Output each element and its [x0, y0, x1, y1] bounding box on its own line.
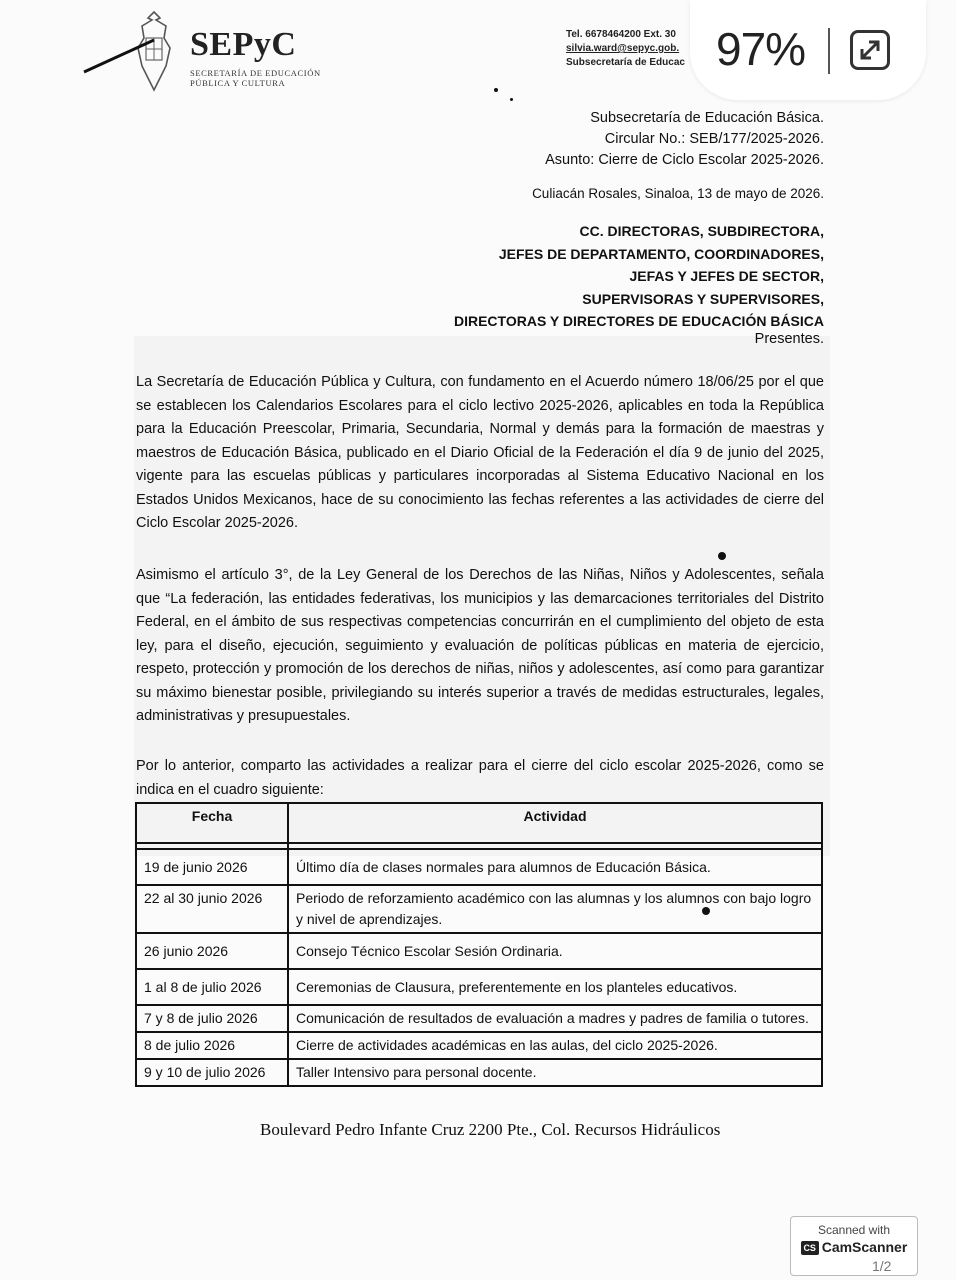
pen-mark: [80, 36, 160, 76]
addressee-line: DIRECTORAS Y DIRECTORES DE EDUCACIÓN BÁSICA: [453, 313, 824, 329]
body-paragraph-3: Por lo anterior, comparto las actividades a realizar para el cierre del ciclo escolar 2025-2026, como se indica en el cuadro siguiente:: [136, 758, 824, 798]
row-activity: Cierre de actividades académicas en las aulas, del ciclo 2025-2026.: [288, 1032, 822, 1059]
row-date: 8 de julio 2026: [136, 1032, 288, 1059]
activities-table: [135, 802, 823, 1087]
brand-subtitle: SECRETARÍA DE EDUCACIÓN PÚBLICA Y CULTURA: [190, 68, 321, 88]
scanner-brand: [791, 1239, 917, 1255]
scanner-caption: Scanned with: [817, 1223, 891, 1237]
greeting: Presentes.: [754, 331, 824, 347]
circular-header: [545, 108, 824, 171]
zoom-overlay: [690, 0, 926, 100]
row-date: 26 junio 2026: [136, 933, 288, 969]
table-row: [136, 849, 822, 885]
contact-office: Subsecretaría de Educac: [566, 57, 685, 68]
column-header-actividad: Actividad: [288, 803, 822, 843]
row-activity: Periodo de reforzamiento académico con las alumnas y los alumnos con bajo logro y nivel de aprendizajes.: [288, 885, 822, 933]
circular-number: Circular No.: SEB/177/2025-2026.: [604, 131, 824, 147]
table-row: [136, 1032, 822, 1059]
speck: [510, 98, 513, 101]
row-activity: Comunicación de resultados de evaluación a madres y padres de familia o tutores.: [288, 1005, 822, 1032]
body-paragraph-2: Asimismo el artículo 3°, de la Ley General de los Derechos de las Niñas, Niños y Adolescentes, señala que “La federación, las entidades federativas, los municipios y las demarcaciones territoriales del Distrito Federal, en el ámbito de sus respectivas competencias concurrirán en el cumplimiento del objeto de esta ley, para el diseño, ejecución, seguimiento y evaluación de políticas públicas en materia de ejercicio, respeto, protección y promoción de los derechos de niñas, niños y adolescentes, así como para garantizar su máximo bienestar posible, privilegiando su interés superior a través de medidas estructurales, legales, administrativas y presupuestales.: [136, 567, 824, 724]
zoom-level: 97%: [716, 23, 806, 75]
column-header-fecha: Fecha: [136, 803, 288, 843]
table-row: [136, 1059, 822, 1086]
addressee-line: JEFES DE DEPARTAMENTO, COORDINADORES,: [498, 245, 824, 262]
table-header-row: [136, 803, 822, 843]
table-row: [136, 1005, 822, 1032]
row-activity: Taller Intensivo para personal docente.: [288, 1059, 822, 1086]
row-date: 1 al 8 de julio 2026: [136, 969, 288, 1005]
addressee-block: [454, 220, 824, 333]
page-indicator: 1/2: [872, 1258, 892, 1274]
expand-button[interactable]: [850, 30, 890, 70]
row-activity: Ceremonias de Clausura, preferentemente en los planteles educativos.: [288, 969, 822, 1005]
date-line: Culiacán Rosales, Sinaloa, 13 de mayo de 2026.: [532, 186, 824, 201]
addressee-line: CC. DIRECTORAS, SUBDIRECTORA,: [579, 223, 824, 239]
addressee-line: SUPERVISORAS Y SUPERVISORES,: [582, 290, 824, 307]
speck: [718, 552, 726, 560]
body-paragraph-1: La Secretaría de Educación Pública y Cultura, con fundamento en el Acuerdo número 18/06/25 por el que se establecen los Calendarios Escolares para el ciclo lectivo 2025-2026, aplicables en toda la República para la Educación Preescolar, Primaria, Secundaria, Normal y demás para la formación de maestras y maestros de Educación Básica, publicado en el Diario Oficial de la Federación el día 9 de junio del 2025, vigente para las escuelas públicas y particulares incorporadas al Sistema Educativo Nacional en los Estados Unidos Mexicanos, hace de su conocimiento las fechas referentes a las actividades de cierre del Ciclo Escolar 2025-2026.: [136, 374, 824, 531]
row-activity: Último día de clases normales para alumnos de Educación Básica.: [288, 849, 822, 885]
row-date: 7 y 8 de julio 2026: [136, 1005, 288, 1032]
addressee-line: JEFAS Y JEFES DE SECTOR,: [629, 268, 824, 284]
subject-line: Asunto: Cierre de Ciclo Escolar 2025-2026.: [545, 152, 824, 168]
expand-icon: [853, 33, 887, 67]
scanner-brand-text: CamScanner: [821, 1239, 908, 1255]
footer-address: Boulevard Pedro Infante Cruz 2200 Pte., Col. Recursos Hidráulicos: [260, 1120, 721, 1139]
speck: [494, 88, 498, 92]
contact-email[interactable]: silvia.ward@sepyc.gob.: [566, 43, 680, 54]
row-date: 22 al 30 junio 2026: [136, 885, 288, 933]
table-row: [136, 885, 822, 933]
zoom-divider: [828, 28, 830, 74]
contact-phone: Tel. 6678464200 Ext. 30: [566, 29, 676, 40]
speck: [702, 907, 710, 915]
table-row: [136, 969, 822, 1005]
table-row: [136, 933, 822, 969]
camscanner-watermark: [790, 1216, 918, 1276]
row-activity: Consejo Técnico Escolar Sesión Ordinaria.: [288, 933, 822, 969]
office-line: Subsecretaría de Educación Básica.: [590, 110, 824, 126]
brand-name: SEPyC: [190, 26, 297, 63]
row-date: 19 de junio 2026: [136, 849, 288, 885]
camscanner-logo-icon: CS: [801, 1241, 819, 1255]
contact-block: [566, 28, 692, 70]
row-date: 9 y 10 de julio 2026: [136, 1059, 288, 1086]
